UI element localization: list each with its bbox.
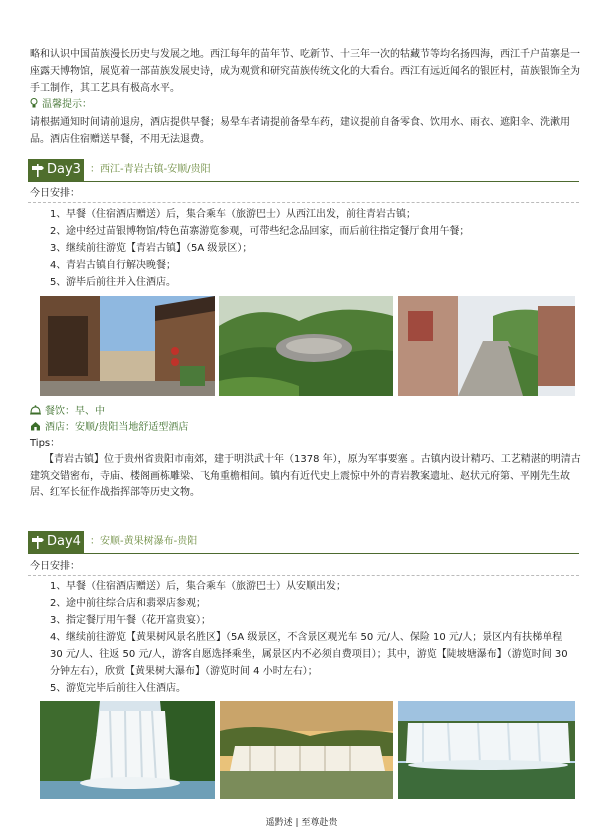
- list-item: 5、游览完毕后前往入住酒店。: [50, 683, 186, 694]
- day4-badge-label: Day4: [47, 534, 81, 549]
- day3-badge-label: Day3: [47, 162, 81, 177]
- list-item: 4、继续前往游览【黄果树风景名胜区】（5A 级景区，不含景区观光车 50 元/人、保险 10 元/人；景区内有扶梯单程 30 元/人、往返 50 元/人，游客自愿选择乘坐，属景区内不必须自费项目）；其中，游览【陡坡塘瀑布】（游览时间 30 分钟左右），欣赏【黄果树大瀑布】（游览时间 4 小时左右）；: [50, 632, 568, 677]
- photo-waterfall-2: [220, 701, 393, 799]
- day4-header: [28, 531, 579, 554]
- list-item: 3、指定餐厅用午餐（花开富贵宴）；: [50, 615, 211, 626]
- day3-tips-label: Tips：: [30, 438, 61, 449]
- photo-stone-lane: [398, 296, 575, 396]
- signpost-icon: [31, 163, 45, 177]
- photo-waterfall-3: [398, 701, 575, 799]
- day3-today-label: 今日安排：: [30, 188, 80, 199]
- signpost-icon: [31, 535, 45, 549]
- day3-hotel: 酒店：安顺/贵阳当地舒适型酒店: [30, 421, 188, 435]
- dining-dome-icon: [30, 405, 41, 415]
- day3-itinerary: [50, 206, 577, 291]
- day3-meal: 餐饮：早、中: [30, 405, 105, 419]
- day4-badge: [28, 531, 84, 553]
- list-item: 5、游毕后前往并入住酒店。: [50, 277, 176, 288]
- list-item: 3、继续前往游览【青岩古镇】（5A 级景区）；: [50, 243, 253, 254]
- day4-today-label: 今日安排：: [30, 561, 80, 572]
- warm-tip-text: 请根据通知时间请前退房，酒店提供早餐；易晕车者请提前备晕车药，建议提前自备零食、饮用水、雨衣、遮阳伞、洗漱用品。酒店住宿赠送早餐，不用无法退费。: [30, 117, 570, 145]
- photo-waterfall-1: [40, 701, 215, 799]
- day4-title: ：安顺-黄果树瀑布-贵阳: [90, 536, 198, 547]
- list-item: 4、青岩古镇自行解决晚餐；: [50, 260, 176, 271]
- list-item: 1、早餐（住宿酒店赠送）后，集合乘车（旅游巴士）从安顺出发；: [50, 581, 346, 592]
- lightbulb-icon: [30, 98, 38, 108]
- divider: [28, 575, 579, 576]
- list-item: 1、早餐（住宿酒店赠送）后，集合乘车（旅游巴士）从西江出发，前往青岩古镇；: [50, 209, 416, 220]
- page-footer: 遥黔述 | 至尊赴贵: [265, 818, 338, 828]
- day4-itinerary: [50, 578, 577, 697]
- warm-tip-heading: [30, 98, 92, 112]
- day3-badge: [28, 159, 84, 181]
- intro-paragraph: 略和认识中国苗族漫长历史与发展之地。西江每年的苗年节、吃新节、十三年一次的牯藏节等均名扬四海，西江千户苗寨是一座露天博物馆，展览着一部苗族发展史诗，成为观赏和研究苗族传统文化的大看台。西江有远近闻名的银匠村，苗族银饰全为手工制作，其工艺具有极高水平。: [30, 49, 580, 94]
- day3-title: ：西江-青岩古镇-安顺/贵阳: [90, 164, 211, 175]
- list-item: 2、途中前往综合店和翡翠店参观；: [50, 598, 206, 609]
- warm-tip-label: 温馨提示：: [42, 99, 92, 110]
- list-item: 2、途中经过苗银博物馆/特色苗寨游览参观，可带些纪念品回家，而后前往指定餐厅食用午餐；: [50, 226, 470, 237]
- house-icon: [30, 421, 41, 431]
- day3-tips-text: 【青岩古镇】位于贵州省贵阳市南郊，建于明洪武十年（1378 年），原为军事要塞 。古镇内设计精巧、工艺精湛的明清古建筑交错密布，寺庙、楼阁画栋雕梁、飞角重檐相间。镇内有近代史上震惊中外的青岩教案遗址、赵状元府第、平刚先生故居、红军长征作战指挥部等历史文物。: [30, 454, 581, 498]
- photo-old-town-street: [40, 296, 215, 396]
- photo-mountain-village: [219, 296, 393, 396]
- divider: [28, 202, 579, 203]
- day3-header: [28, 159, 579, 182]
